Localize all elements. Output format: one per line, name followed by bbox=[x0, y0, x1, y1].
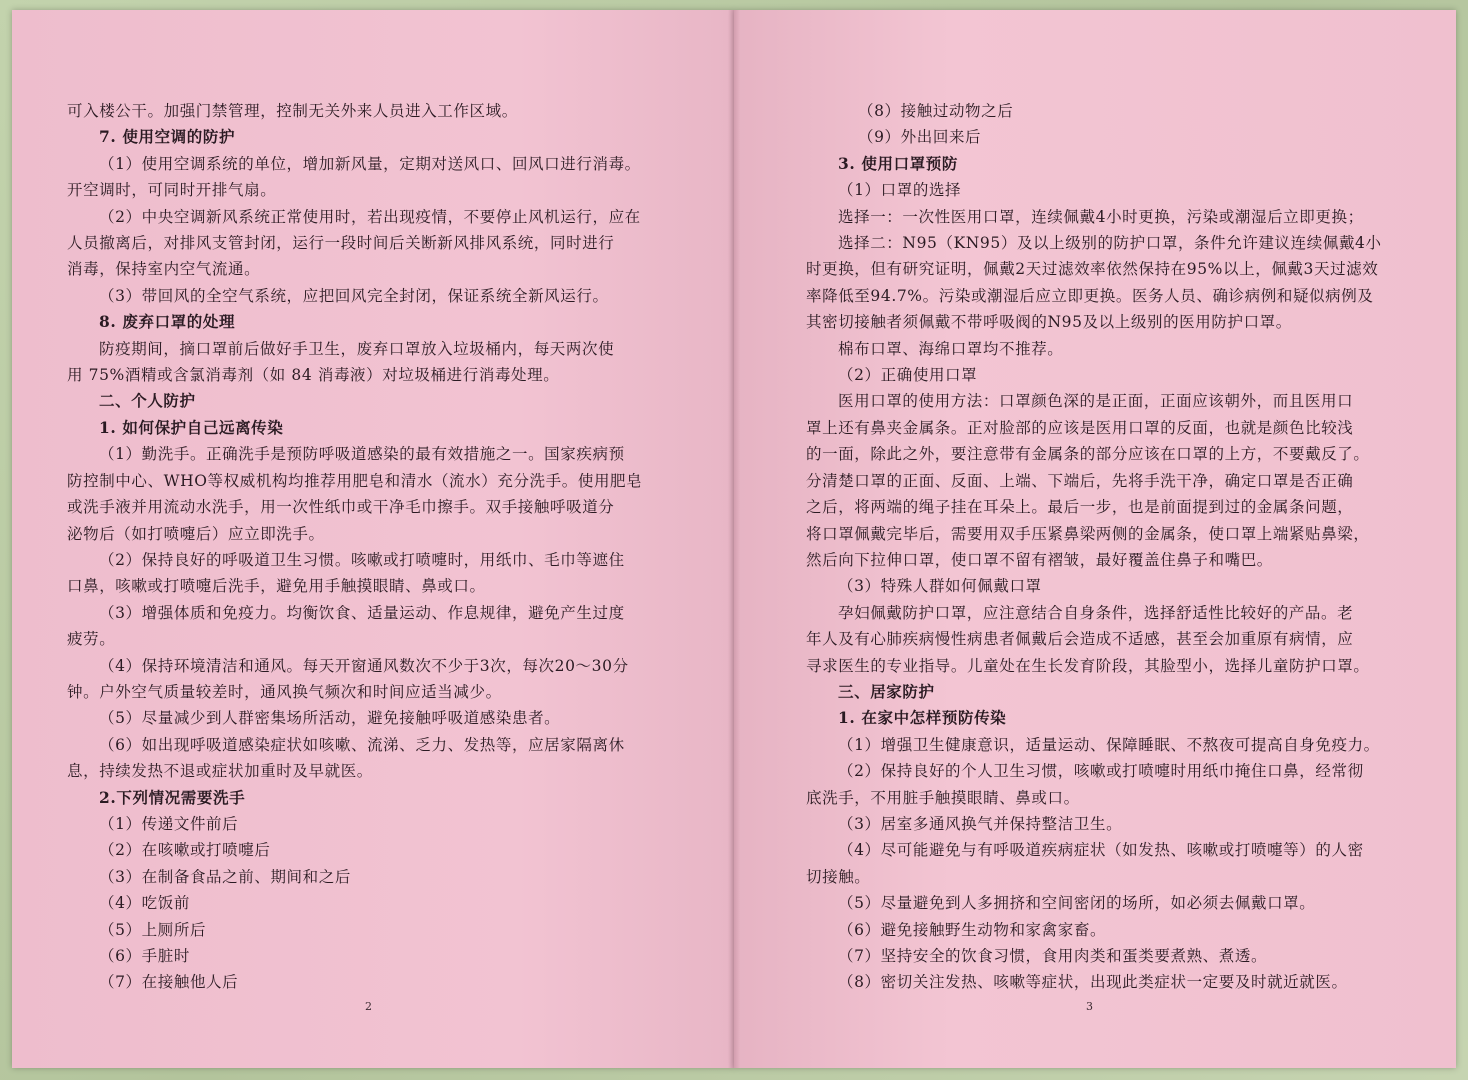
text-line: （3）增强体质和免疫力。均衡饮食、适量运动、作息规律，避免产生过度 bbox=[99, 603, 625, 622]
text-line: （5）上厕所后 bbox=[99, 920, 207, 939]
text-line: （1）传递文件前后 bbox=[99, 814, 239, 833]
section-heading: 二、个人防护 bbox=[99, 391, 196, 411]
text-line: 的一面，除此之外，要注意带有金属条的部分应该在口罩的上方，不要戴反了。 bbox=[806, 445, 1370, 464]
text-line: （5）尽量减少到人群密集场所活动，避免接触呼吸道感染患者。 bbox=[99, 709, 561, 728]
text-line: 寻求医生的专业指导。儿童处在生长发育阶段，其脸型小，选择儿童防护口罩。 bbox=[806, 656, 1370, 675]
text-line: 用 75%酒精或含氯消毒剂（如 84 消毒液）对垃圾桶进行消毒处理。 bbox=[67, 366, 560, 385]
page-fold bbox=[728, 10, 740, 1068]
section-heading: 1. 在家中怎样预防传染 bbox=[838, 708, 1007, 728]
text-line: （6）避免接触野生动物和家禽家畜。 bbox=[838, 920, 1107, 939]
text-line: 时更换，但有研究证明，佩戴2天过滤效率依然保持在95%以上，佩戴3天过滤效 bbox=[806, 260, 1379, 279]
text-line: （8）接触过动物之后 bbox=[858, 102, 1014, 120]
text-line: 可入楼公干。加强门禁管理，控制无关外来人员进入工作区域。 bbox=[67, 102, 518, 120]
text-line: （2）正确使用口罩 bbox=[838, 366, 978, 385]
text-line: 孕妇佩戴防护口罩，应注意结合自身条件，选择舒适性比较好的产品。老 bbox=[838, 603, 1354, 622]
text-line: 人员撤离后，对排风支管封闭，运行一段时间后关断新风排风系统，同时进行 bbox=[67, 234, 615, 253]
text-line: （2）保持良好的个人卫生习惯，咳嗽或打喷嚏时用纸巾掩住口鼻，经常彻 bbox=[838, 762, 1364, 781]
text-line: （2）保持良好的呼吸道卫生习惯。咳嗽或打喷嚏时，用纸巾、毛巾等遮住 bbox=[99, 550, 625, 569]
text-line: （3）带回风的全空气系统，应把回风完全封闭，保证系统全新风运行。 bbox=[99, 286, 609, 305]
section-heading: 三、居家防护 bbox=[838, 681, 935, 701]
right-page-text bbox=[806, 98, 1406, 996]
text-line: 防控制中心、WHO等权威机构均推荐用肥皂和清水（流水）充分洗手。使用肥皂 bbox=[67, 471, 643, 490]
text-line: （4）保持环境清洁和通风。每天开窗通风数次不少于3次，每次20～30分 bbox=[99, 656, 629, 675]
text-line: （2）在咳嗽或打喷嚏后 bbox=[99, 841, 271, 860]
text-line: （9）外出回来后 bbox=[858, 128, 982, 147]
text-line: （5）尽量避免到人多拥挤和空间密闭的场所，如必须去佩戴口罩。 bbox=[838, 894, 1316, 913]
text-line: （7）在接触他人后 bbox=[99, 973, 239, 992]
section-heading: 8. 废弃口罩的处理 bbox=[99, 312, 236, 332]
text-line: 率降低至94.7%。污染或潮湿后应立即更换。医务人员、确诊病例和疑似病例及 bbox=[806, 286, 1374, 305]
text-line: 泌物后（如打喷嚏后）应立即洗手。 bbox=[67, 524, 325, 543]
right-page bbox=[734, 10, 1456, 1068]
text-line: （1）增强卫生健康意识，适量运动、保障睡眠、不熬夜可提高自身免疫力。 bbox=[838, 735, 1380, 754]
text-line: （7）坚持安全的饮食习惯，食用肉类和蛋类要煮熟、煮透。 bbox=[838, 947, 1268, 965]
text-line: 分清楚口罩的正面、反面、上端、下端后，先将手洗干净，确定口罩是否正确 bbox=[806, 471, 1354, 490]
text-line: （6）手脏时 bbox=[99, 947, 190, 965]
text-line: 消毒，保持室内空气流通。 bbox=[67, 260, 261, 279]
text-line: 其密切接触者须佩戴不带呼吸阀的N95及以上级别的医用防护口罩。 bbox=[806, 313, 1292, 332]
text-line: 口鼻，咳嗽或打喷嚏后洗手，避免用手触摸眼睛、鼻或口。 bbox=[67, 577, 486, 596]
text-line: （1）口罩的选择 bbox=[838, 181, 962, 200]
text-line: 切接触。 bbox=[806, 867, 871, 886]
text-line: 疲劳。 bbox=[67, 630, 116, 649]
text-line: 棉布口罩、海绵口罩均不推荐。 bbox=[838, 339, 1064, 358]
text-line: 选择二：N95（KN95）及以上级别的防护口罩，条件允许建议连续佩戴4小 bbox=[838, 234, 1382, 253]
text-line: （3）特殊人群如何佩戴口罩 bbox=[838, 577, 1042, 596]
text-line: （3）在制备食品之前、期间和之后 bbox=[99, 867, 351, 886]
right-page-number: 3 bbox=[1086, 1000, 1093, 1013]
text-line: （4）尽可能避免与有呼吸道疾病症状（如发热、咳嗽或打喷嚏等）的人密 bbox=[838, 841, 1364, 860]
left-page bbox=[12, 10, 734, 1068]
section-heading: 2.下列情况需要洗手 bbox=[99, 787, 246, 807]
text-line: （8）密切关注发热、咳嗽等症状，出现此类症状一定要及时就近就医。 bbox=[838, 973, 1348, 992]
text-line: 然后向下拉伸口罩，使口罩不留有褶皱，最好覆盖住鼻子和嘴巴。 bbox=[806, 550, 1273, 569]
text-line: 底洗手，不用脏手触摸眼睛、鼻或口。 bbox=[806, 788, 1080, 807]
text-line: （6）如出现呼吸道感染症状如咳嗽、流涕、乏力、发热等，应居家隔离休 bbox=[99, 735, 625, 754]
text-line: （1）勤洗手。正确洗手是预防呼吸道感染的最有效措施之一。国家疾病预 bbox=[99, 445, 625, 464]
text-line: （1）使用空调系统的单位，增加新风量，定期对送风口、回风口进行消毒。 bbox=[99, 154, 641, 173]
left-page-text bbox=[67, 98, 677, 996]
text-line: （2）中央空调新风系统正常使用时，若出现疫情，不要停止风机运行，应在 bbox=[99, 207, 641, 226]
text-line: 选择一：一次性医用口罩，连续佩戴4小时更换，污染或潮湿后立即更换； bbox=[838, 207, 1364, 226]
text-line: （3）居室多通风换气并保持整洁卫生。 bbox=[838, 814, 1123, 833]
text-line: 息，持续发热不退或症状加重时及早就医。 bbox=[67, 762, 373, 781]
text-line: 罩上还有鼻夹金属条。正对脸部的应该是医用口罩的反面，也就是颜色比较浅 bbox=[806, 418, 1354, 437]
text-line: 开空调时，可同时开排气扇。 bbox=[67, 181, 277, 200]
text-line: 之后，将两端的绳子挂在耳朵上。最后一步，也是前面提到过的金属条问题， bbox=[806, 498, 1354, 517]
text-line: 医用口罩的使用方法：口罩颜色深的是正面，正面应该朝外，而且医用口 bbox=[838, 392, 1354, 411]
section-heading: 1. 如何保护自己远离传染 bbox=[99, 417, 284, 437]
text-line: 或洗手液并用流动水洗手，用一次性纸巾或干净毛巾擦手。双手接触呼吸道分 bbox=[67, 498, 615, 517]
text-line: （4）吃饭前 bbox=[99, 894, 190, 913]
left-page-number: 2 bbox=[365, 1000, 372, 1013]
section-heading: 7. 使用空调的防护 bbox=[99, 127, 236, 147]
section-heading: 3. 使用口罩预防 bbox=[838, 153, 958, 173]
text-line: 防疫期间，摘口罩前后做好手卫生，废弃口罩放入垃圾桶内，每天两次使 bbox=[99, 339, 615, 358]
text-line: 年人及有心肺疾病慢性病患者佩戴后会造成不适感，甚至会加重原有病情，应 bbox=[806, 630, 1354, 649]
text-line: 将口罩佩戴完毕后，需要用双手压紧鼻梁两侧的金属条，使口罩上端紧贴鼻梁， bbox=[806, 524, 1370, 543]
text-line: 钟。户外空气质量较差时，通风换气频次和时间应适当减少。 bbox=[67, 682, 502, 701]
